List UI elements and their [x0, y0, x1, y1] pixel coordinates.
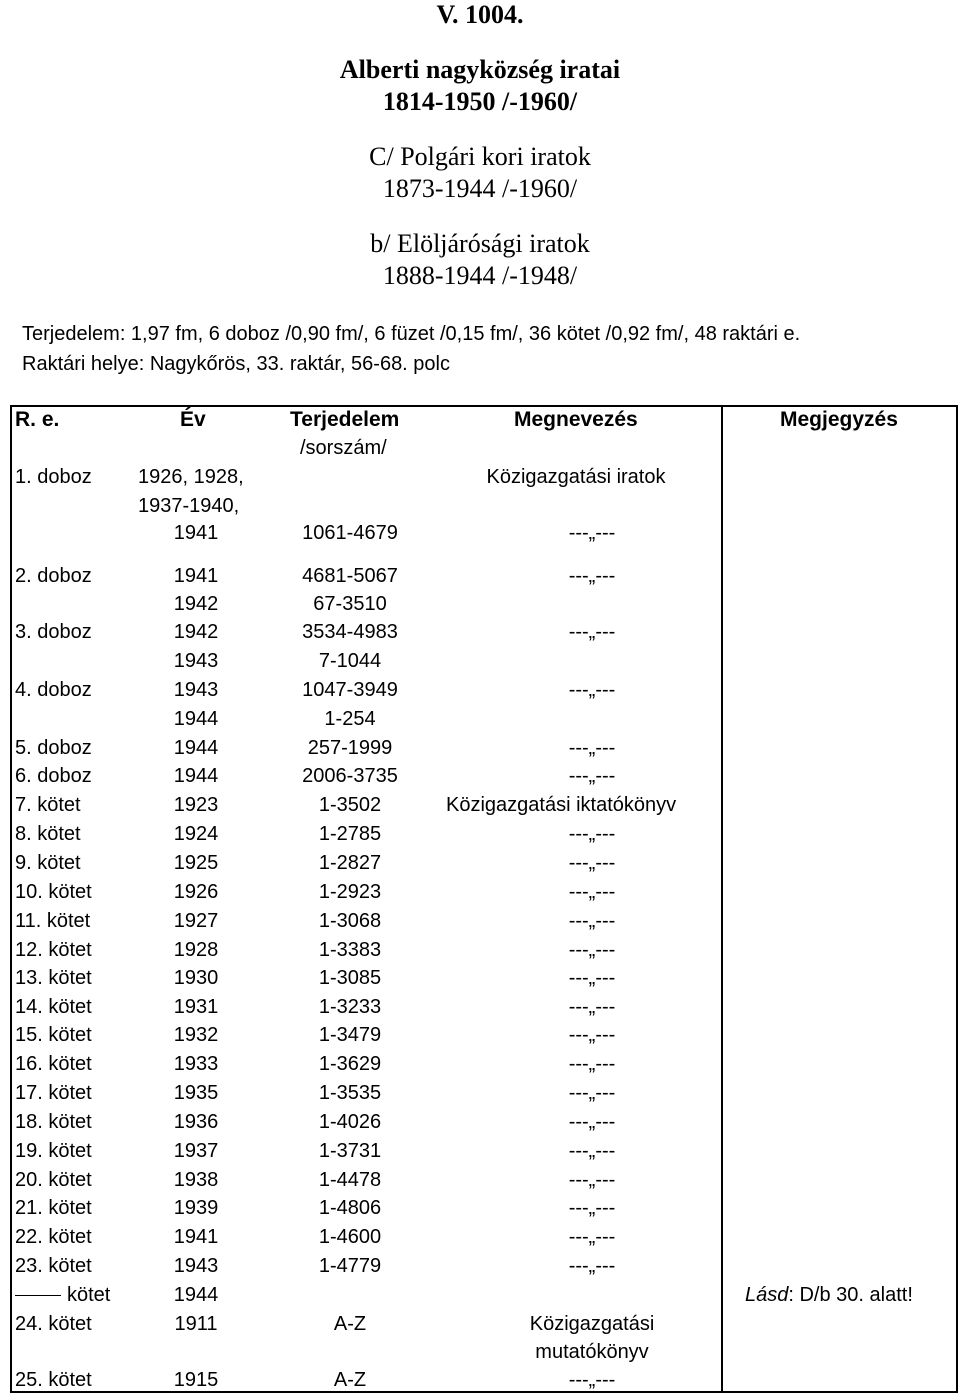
cell-megnevezes: ---„--- — [568, 1082, 616, 1104]
table-row — [0, 1281, 960, 1309]
table-row — [0, 1166, 960, 1194]
table-row — [0, 1366, 960, 1394]
cell-terjedelem: 1-3068 — [318, 910, 382, 932]
fond-dates: 1814-1950 /-1960/ — [382, 87, 578, 116]
cell-terjedelem: 1-2785 — [318, 823, 382, 845]
cell-terjedelem: 67-3510 — [313, 593, 387, 615]
cell-terjedelem: 2006-3735 — [302, 765, 398, 787]
cell-re — [15, 1281, 110, 1309]
cell-ev: 1937-1940, — [138, 495, 240, 517]
cell-ev: 1936 — [173, 1111, 219, 1133]
cell-re: 24. kötet — [15, 1313, 92, 1335]
reference-number: V. 1004. — [436, 0, 524, 29]
cell-terjedelem: 1-254 — [324, 708, 376, 730]
column-header-terjedelem: Terjedelem — [290, 408, 400, 431]
cell-ev: 1944 — [173, 765, 219, 787]
cell-ev: 1937 — [173, 1140, 219, 1162]
column-header-re: R. e. — [15, 408, 60, 431]
see-also-label: Lásd — [745, 1284, 789, 1306]
cell-ev: 1935 — [173, 1082, 219, 1104]
cell-re: 1. doboz — [15, 466, 92, 488]
table-row — [0, 791, 960, 819]
cell-megnevezes: ---„--- — [568, 881, 616, 903]
subsection-title: b/ Elöljárósági iratok — [370, 229, 590, 258]
table-row — [0, 1310, 960, 1338]
cell-ev: 1941 — [173, 522, 219, 544]
cell-re: 4. doboz — [15, 679, 92, 701]
table-row — [0, 590, 960, 618]
cell-ev: 1943 — [173, 650, 219, 672]
cell-re: 10. kötet — [15, 881, 92, 903]
cell-re: 12. kötet — [15, 939, 92, 961]
cell-ev: 1925 — [173, 852, 219, 874]
cell-re: 16. kötet — [15, 1053, 92, 1075]
cell-ev: 1942 — [173, 593, 219, 615]
cell-terjedelem: 1-4026 — [318, 1111, 382, 1133]
table-row — [0, 676, 960, 704]
table-row — [0, 1137, 960, 1165]
cell-terjedelem: 4681-5067 — [302, 565, 398, 587]
cell-ev: 1915 — [173, 1369, 219, 1391]
cell-re-label: kötet — [67, 1284, 111, 1306]
cell-terjedelem: 1-3535 — [318, 1082, 382, 1104]
cell-megnevezes: ---„--- — [568, 1140, 616, 1162]
cell-megnevezes: ---„--- — [568, 1369, 616, 1391]
extent-line: Terjedelem: 1,97 fm, 6 doboz /0,90 fm/, 6 füzet /0,15 fm/, 36 kötet /0,92 fm/, 48 raktári e. — [22, 323, 801, 345]
fond-title: Alberti nagyközség iratai — [339, 55, 621, 84]
cell-megnevezes: ---„--- — [568, 939, 616, 961]
cell-terjedelem: 1-4806 — [318, 1197, 382, 1219]
cell-megnevezes: ---„--- — [568, 910, 616, 932]
cell-megnevezes: ---„--- — [568, 1197, 616, 1219]
cell-megnevezes: ---„--- — [568, 621, 616, 643]
cell-re: 8. kötet — [15, 823, 81, 845]
cell-megnevezes: mutatókönyv — [535, 1341, 649, 1363]
cell-re: 2. doboz — [15, 565, 92, 587]
cell-terjedelem: A-Z — [333, 1369, 367, 1391]
cell-megnevezes: ---„--- — [568, 967, 616, 989]
cell-ev: 1941 — [173, 1226, 219, 1248]
cell-megnevezes: ---„--- — [568, 522, 616, 544]
cell-re: 22. kötet — [15, 1226, 92, 1248]
cell-ev: 1931 — [173, 996, 219, 1018]
cell-re: 7. kötet — [15, 794, 81, 816]
see-also-reference: : D/b 30. alatt! — [788, 1284, 913, 1306]
table-row — [0, 1021, 960, 1049]
dash-mark — [15, 1295, 61, 1296]
cell-megnevezes: ---„--- — [568, 679, 616, 701]
cell-terjedelem: 7-1044 — [318, 650, 382, 672]
table-row — [0, 705, 960, 733]
cell-ev: 1942 — [173, 621, 219, 643]
cell-re: 18. kötet — [15, 1111, 92, 1133]
cell-terjedelem: 1-4478 — [318, 1169, 382, 1191]
cell-terjedelem: 1-3629 — [318, 1053, 382, 1075]
cell-megnevezes: ---„--- — [568, 996, 616, 1018]
cell-megjegyzes — [745, 1281, 913, 1309]
cell-terjedelem: 1061-4679 — [302, 522, 398, 544]
cell-terjedelem: 1-3731 — [318, 1140, 382, 1162]
table-row — [0, 820, 960, 848]
cell-ev: 1926 — [173, 881, 219, 903]
cell-ev: 1924 — [173, 823, 219, 845]
cell-terjedelem: 1047-3949 — [302, 679, 398, 701]
cell-ev: 1938 — [173, 1169, 219, 1191]
cell-terjedelem: 1-4779 — [318, 1255, 382, 1277]
column-header-sorszam: /sorszám/ — [300, 437, 387, 459]
section-dates: 1873-1944 /-1960/ — [382, 174, 578, 203]
table-row — [0, 993, 960, 1021]
cell-ev: 1932 — [173, 1024, 219, 1046]
cell-re: 25. kötet — [15, 1369, 92, 1391]
cell-megnevezes: ---„--- — [568, 565, 616, 587]
table-row — [0, 907, 960, 935]
cell-ev: 1944 — [173, 1284, 219, 1306]
cell-re: 19. kötet — [15, 1140, 92, 1162]
table-row — [0, 562, 960, 590]
cell-megnevezes: ---„--- — [568, 1111, 616, 1133]
cell-megnevezes: ---„--- — [568, 1053, 616, 1075]
cell-terjedelem: 257-1999 — [307, 737, 393, 759]
cell-ev: 1926, 1928, — [138, 466, 244, 488]
cell-megnevezes: ---„--- — [568, 765, 616, 787]
cell-megnevezes: ---„--- — [568, 852, 616, 874]
table-row — [0, 618, 960, 646]
cell-megnevezes: ---„--- — [568, 1255, 616, 1277]
cell-re: 21. kötet — [15, 1197, 92, 1219]
cell-megnevezes: ---„--- — [568, 737, 616, 759]
cell-terjedelem: 1-3502 — [318, 794, 382, 816]
cell-megnevezes: Közigazgatási — [529, 1313, 655, 1335]
location-line: Raktári helye: Nagykőrös, 33. raktár, 56-68. polc — [22, 353, 450, 375]
cell-terjedelem: 3534-4983 — [302, 621, 398, 643]
table-row — [0, 936, 960, 964]
cell-ev: 1943 — [173, 1255, 219, 1277]
table-row — [0, 1194, 960, 1222]
cell-re: 11. kötet — [15, 910, 91, 932]
cell-terjedelem: 1-3383 — [318, 939, 382, 961]
cell-terjedelem: 1-3085 — [318, 967, 382, 989]
cell-re: 13. kötet — [15, 967, 92, 989]
cell-re: 3. doboz — [15, 621, 92, 643]
table-row — [0, 647, 960, 675]
cell-megnevezes: ---„--- — [568, 1169, 616, 1191]
cell-re: 14. kötet — [15, 996, 92, 1018]
cell-ev: 1933 — [173, 1053, 219, 1075]
table-row — [0, 492, 960, 520]
cell-terjedelem: 1-3479 — [318, 1024, 382, 1046]
table-row — [0, 1223, 960, 1251]
table-row — [0, 964, 960, 992]
column-header-megnevezes: Megnevezés — [514, 408, 638, 431]
cell-ev: 1928 — [173, 939, 219, 961]
cell-terjedelem: 1-2923 — [318, 881, 382, 903]
table-row — [0, 734, 960, 762]
cell-re: 20. kötet — [15, 1169, 92, 1191]
cell-megnevezes: ---„--- — [568, 823, 616, 845]
cell-re: 9. kötet — [15, 852, 81, 874]
cell-re: 17. kötet — [15, 1082, 92, 1104]
table-row — [0, 1252, 960, 1280]
table-row — [0, 849, 960, 877]
table-row — [0, 1079, 960, 1107]
cell-ev: 1941 — [173, 565, 219, 587]
cell-re: 5. doboz — [15, 737, 92, 759]
cell-ev: 1930 — [173, 967, 219, 989]
table-row — [0, 1050, 960, 1078]
subsection-dates: 1888-1944 /-1948/ — [382, 261, 578, 290]
cell-ev: 1911 — [174, 1313, 218, 1335]
cell-terjedelem: 1-2827 — [318, 852, 382, 874]
table-row — [0, 878, 960, 906]
cell-re: 23. kötet — [15, 1255, 92, 1277]
cell-megnevezes: Közigazgatási iktatókönyv — [446, 794, 677, 816]
cell-megnevezes: ---„--- — [568, 1226, 616, 1248]
cell-megnevezes: ---„--- — [568, 1024, 616, 1046]
section-title: C/ Polgári kori iratok — [369, 142, 591, 171]
cell-terjedelem: 1-4600 — [318, 1226, 382, 1248]
cell-ev: 1923 — [173, 794, 219, 816]
cell-ev: 1939 — [173, 1197, 219, 1219]
cell-ev: 1944 — [173, 708, 219, 730]
cell-ev: 1927 — [173, 910, 219, 932]
cell-ev: 1943 — [173, 679, 219, 701]
cell-ev: 1944 — [173, 737, 219, 759]
table-row — [0, 762, 960, 790]
cell-terjedelem: A-Z — [333, 1313, 367, 1335]
column-header-ev: Év — [180, 408, 206, 431]
table-row — [0, 1108, 960, 1136]
cell-megnevezes: Közigazgatási iratok — [486, 466, 666, 488]
cell-re: 6. doboz — [15, 765, 92, 787]
table-row — [0, 1338, 960, 1366]
table-row — [0, 519, 960, 547]
column-header-megjegyzes: Megjegyzés — [780, 408, 898, 431]
cell-terjedelem: 1-3233 — [318, 996, 382, 1018]
cell-re: 15. kötet — [15, 1024, 92, 1046]
table-row — [0, 463, 960, 491]
